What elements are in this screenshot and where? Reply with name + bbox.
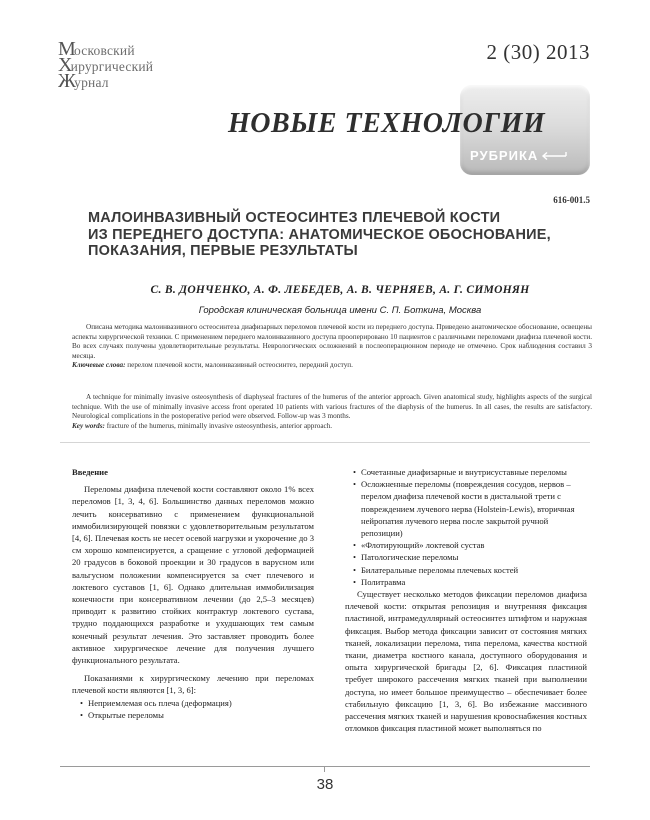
abstract-english bbox=[72, 393, 592, 431]
keywords-label: Key words: bbox=[72, 421, 105, 430]
list-item: • Билатеральные переломы плечевых костей bbox=[353, 564, 519, 575]
title-line: ПОКАЗАНИЯ, ПЕРВЫЕ РЕЗУЛЬТАТЫ bbox=[88, 243, 358, 259]
section-heading: Введение bbox=[72, 467, 108, 477]
title-line: МАЛОИНВАЗИВНЫЙ ОСТЕОСИНТЕЗ ПЛЕЧЕВОЙ КОСТИ bbox=[88, 210, 501, 226]
logo-line-1: Московский bbox=[58, 38, 135, 60]
bullet-icon: • bbox=[80, 697, 84, 708]
bullet-icon: • bbox=[353, 479, 357, 490]
title-line: ИЗ ПЕРЕДНЕГО ДОСТУПА: АНАТОМИЧЕСКОЕ ОБОСНОВАНИЕ, bbox=[88, 226, 551, 243]
logo-line-3: Журнал bbox=[58, 70, 109, 92]
list-item: • Патологические переломы bbox=[353, 552, 459, 563]
footer-rule bbox=[60, 766, 590, 767]
abstract-text: A technique for minimally invasive osteosynthesis of diaphyseal fractures of the humerus of the anterior approach. Given anatomical study, highlights aspects of the surgical technique. With the use of minimally invasive access front operated 10 patients with various fractures of the diaphysis of the humerus. In all cases, the results are satisfactory. Neurological complications in the postoperative period were observed. Follow-up was 3 months. bbox=[72, 393, 592, 420]
list-item: • Сочетанные диафизарные и внутрисуставные переломы bbox=[353, 467, 567, 477]
list-item: • «Флотирующий» локтевой сустав bbox=[353, 540, 485, 551]
bullet-icon: • bbox=[353, 576, 357, 587]
body-column-left bbox=[72, 466, 314, 721]
authors: С. В. ДОНЧЕНКО, А. Ф. ЛЕБЕДЕВ, А. В. ЧЕРНЯЕВ, А. Г. СИМОНЯН bbox=[150, 284, 530, 296]
list-item: • Политравма bbox=[353, 576, 406, 587]
keywords bbox=[72, 422, 592, 432]
bullet-icon: • bbox=[353, 564, 357, 575]
article-title bbox=[88, 210, 608, 260]
abstract-text: Описана методика малоинвазивного остеосинтеза диафизарных переломов плечевой кости из переднего доступа. Приведено анатомическое обоснование, освещены аспекты хирургической техники. С применением переднего малоинвазивного доступа прооперировано 10 пациентов с различными переломами диафиза плечевой кости. Во всех случаях получены удовлетворительные результаты. Неврологических осложнений в послеоперационном периоде не отмечено. Срок наблюдения составил 3 месяца. bbox=[72, 323, 592, 360]
paragraph: Показаниями к хирургическому лечению при переломах плечевой кости являются [1, 3, 6]: bbox=[72, 673, 314, 696]
bullet-icon: • bbox=[353, 552, 357, 563]
bullet-icon: • bbox=[353, 467, 357, 477]
footer-tick bbox=[324, 766, 325, 772]
keywords-value: fracture of the humerus, minimally invasive osteosynthesis, anterior approach. bbox=[104, 421, 333, 430]
abstract-russian bbox=[72, 323, 592, 371]
affiliation: Городская клиническая больница имени С. П. Боткина, Москва bbox=[198, 305, 482, 316]
list-item: • Осложненные переломы (повреждения сосудов, нервов – перелом диафиза плечевой кости в дистальной трети с повреждением лучевого нерва (Holstein-Lewis), вторичная нейропатия лучевого нерва после закрытой ручной репозиции) bbox=[353, 479, 575, 539]
page-number: 38 bbox=[316, 776, 334, 793]
rubric-label: РУБРИКА bbox=[470, 148, 539, 163]
keywords-label: Ключевые слова: bbox=[72, 361, 126, 369]
issue-number: 2 (30) 2013 bbox=[486, 40, 590, 64]
bullet-icon: • bbox=[353, 540, 357, 551]
divider bbox=[60, 442, 590, 443]
list-item: • Неприемлемая ось плеча (деформация) bbox=[80, 697, 232, 708]
body-column-right bbox=[345, 466, 587, 734]
indications-list bbox=[72, 697, 314, 721]
udc-code: 616-001.5 bbox=[553, 195, 590, 205]
keywords bbox=[72, 361, 592, 371]
keywords-value: перелом плечевой кости, малоинвазивный остеосинтез, передний доступ. bbox=[125, 361, 353, 369]
list-item: • Открытые переломы bbox=[80, 709, 164, 720]
logo-line-2: Хирургический bbox=[58, 54, 154, 76]
paragraph: Переломы диафиза плечевой кости составляют около 1% всех переломов [1, 3, 4, 6]. Большинство данных переломов можно лечить консервативно с применением функциональной иммобилизирующей повязки с удовлетворительным результатом [4, 6]. Плечевая кость не несет осевой нагрузки и укорочение до 3 см хорошо компенсируется, а сращение с угловой деформацией 20 градусов в боковой проекции и 30 градусов в варусном или вальгусном положении компенсируется за счет плечевого и локтевого суставов [1, 6]. Однако длительная иммобилизация конечности при консервативном лечении (до 2,5–3 месяцев) приводит к развитию стойких контрактур локтевого сустава, трудно поддающихся разработке и ухудшающих тем самым конечный результат лечения. Это заставляет проводить более активное хирургическое лечение для получения лучшего функционального результата. bbox=[72, 484, 314, 666]
return-arrow-icon bbox=[540, 151, 570, 161]
indications-list-continued bbox=[345, 466, 587, 588]
section-title: НОВЫЕ ТЕХНОЛОГИИ bbox=[228, 108, 546, 139]
bullet-icon: • bbox=[80, 709, 84, 720]
journal-logo bbox=[58, 38, 178, 92]
paragraph: Существует несколько методов фиксации переломов диафиза плечевой кости: открытая репозиция и внутренняя фиксация пластиной, интрамедуллярный остеосинтез штифтом и наружная фиксация. Выбор метода фиксации зависит от состояния мягких тканей, локализации перелома, типа перелома, качества костной ткани, диаметра костного канала, доступного оборудования и опыта хирургической бригады [2, 6]. Фиксация пластиной требует широкого рассечения мягких тканей при выполнении доступа, но имеет большое преимущество – обеспечивает более стабильную фиксацию [1, 3, 6]. Во избежание массивного рассечения мягких тканей и нарушения кровоснабжения костных отломков фиксация пластиной может выполняться по bbox=[345, 589, 587, 734]
